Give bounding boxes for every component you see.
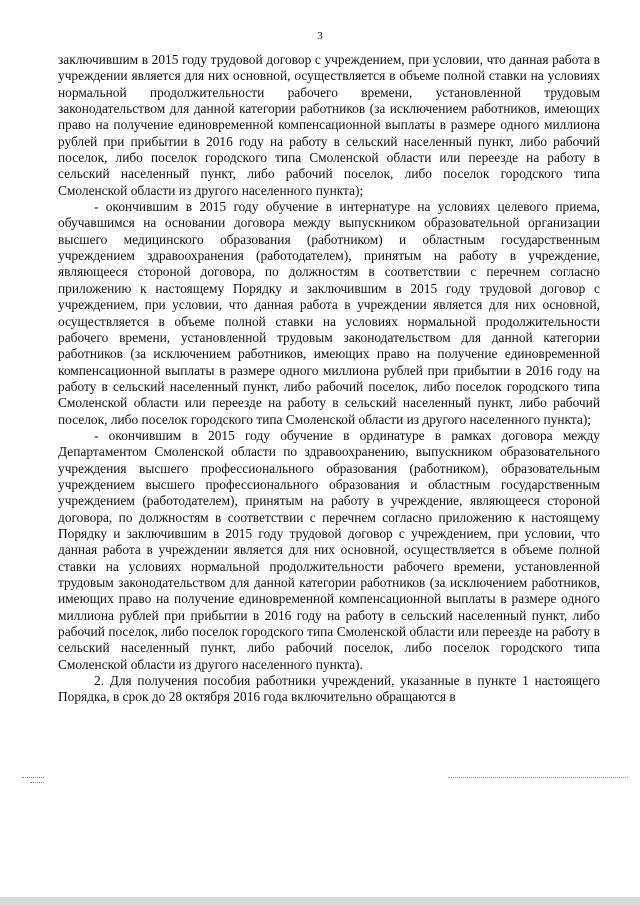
scan-bottom-edge	[0, 897, 640, 905]
paragraph-item-2: 2. Для получения пособия работники учреждений, указанные в пункте 1 настоящего Порядка, в срок до 28 октября 2016 года включительно обращаются в	[58, 673, 600, 705]
document-body	[58, 52, 600, 706]
margin-scan-mark-2	[30, 782, 42, 783]
margin-scan-mark	[22, 777, 44, 778]
paragraph-internship: - окончившим в 2015 году обучение в интернатуре на условиях целевого приема, обучавшимся на основании договора между выпускником образовательной организации высшего медицинского образования (работником) и областным государственным учреждением здравоохранения (работодателем), принятым на работу в учреждение, являющееся стороной договора, по должностям в соответствии с перечнем согласно приложению к настоящему Порядку и заключившим в 2015 году трудовой договор с учреждением, при условии, что данная работа в учреждении является для них основной, осуществляется в объеме полной ставки на условиях нормальной продолжительности рабочего времени, установленной трудовым законодательством для данной категории работников (за исключением работников, имеющих право на получение единовременной компенсационной выплаты в размере одного миллиона рублей при прибытии в 2016 году на работу в сельский населенный пункт, либо рабочий поселок, либо поселок городского типа Смоленской области или переезде на работу в сельский населенный пункт, либо рабочий поселок, либо поселок городского типа Смоленской области из другого населенного пункта);	[58, 199, 600, 427]
right-scan-mark	[448, 777, 628, 778]
paragraph-residency: - окончившим в 2015 году обучение в ординатуре в рамках договора между Департаментом Смоленской области по здравоохранению, выпускником образовательного учреждения высшего профессионального образования (работником), образовательным учреждением высшего профессионального образования и областным государственным учреждением (работодателем), принятым на работу в учреждение, являющееся стороной договора, по должностям в соответствии с перечнем согласно приложению к настоящему Порядку и заключившим в 2015 году трудовой договор с учреждением, при условии, что данная работа в учреждении является для них основной, осуществляется в объеме полной ставки на условиях нормальной продолжительности рабочего времени, установленной трудовым законодательством для данной категории работников (за исключением работников, имеющих право на получение единовременной компенсационной выплаты в размере одного миллиона рублей при прибытии в 2016 году на работу в сельский населенный пункт, либо рабочий поселок, либо поселок городского типа Смоленской области или переезде на работу в сельский населенный пункт, либо рабочий поселок, либо поселок городского типа Смоленской области из другого населенного пункта).	[58, 427, 600, 672]
paragraph-continuation: заключившим в 2015 году трудовой договор с учреждением, при условии, что данная работа в учреждении является для них основной, осуществляется в объеме полной ставки на условиях нормальной продолжительности рабочего времени, установленной трудовым законодательством для данной категории работников (за исключением работников, имеющих право на получение единовременной компенсационной выплаты в размере одного миллиона рублей при прибытии в 2016 году на работу в сельский населенный пункт, либо рабочий поселок, либо поселок городского типа Смоленской области или переезде на работу в сельский населенный пункт, либо рабочий поселок, либо поселок городского типа Смоленской области из другого населенного пункта);	[58, 52, 600, 198]
page-number: 3	[317, 30, 323, 42]
